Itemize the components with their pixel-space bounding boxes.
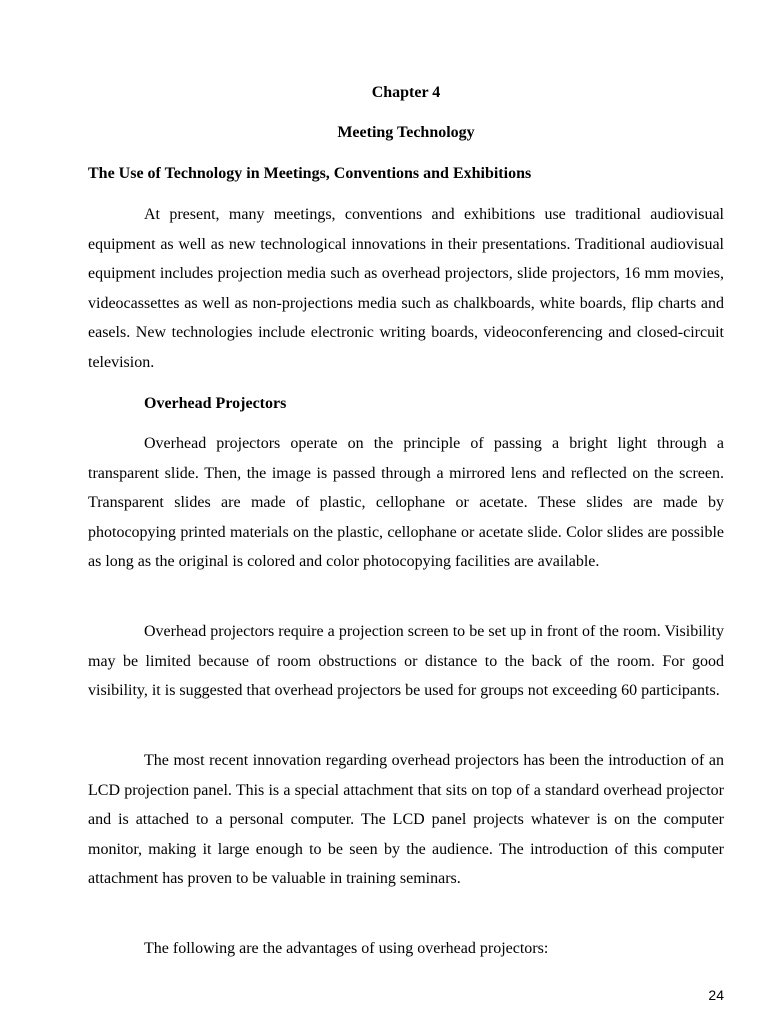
- paragraph-projection-screen: Overhead projectors require a projection screen to be set up in front of the room. Visibility may be limited because of room obstructions or distance to the back of the room. For good visibility, it is suggested that overhead projectors be used for groups not exceeding 60 participants.: [88, 623, 724, 700]
- chapter-title: Meeting Technology: [337, 124, 475, 141]
- page-number: 24: [708, 987, 724, 1003]
- chapter-label: Chapter 4: [371, 84, 441, 101]
- subheading-overhead-projectors: Overhead Projectors: [144, 395, 287, 412]
- paragraph-overhead-principle: Overhead projectors operate on the principle of passing a bright light through a transparent slide. Then, the image is passed through a mirrored lens and reflected on the screen. Transparent slides are made of plastic, cellophane or acetate. These slides are made by photocopying printed materials on the plastic, cellophane or acetate slide. Color slides are possible as long as the original is colored and color photocopying facilities are available.: [88, 435, 724, 571]
- section-heading: The Use of Technology in Meetings, Conventions and Exhibitions: [88, 165, 532, 182]
- paragraph-advantages-intro: The following are the advantages of using overhead projectors:: [144, 940, 549, 957]
- paragraph-lcd-panel: The most recent innovation regarding overhead projectors has been the introduction of an LCD projection panel. This is a special attachment that sits on top of a standard overhead projector and is attached to a personal computer. The LCD panel projects whatever is on the computer monitor, making it large enough to be seen by the audience. The introduction of this computer attachment has proven to be valuable in training seminars.: [88, 752, 724, 888]
- paragraph-intro: At present, many meetings, conventions and exhibitions use traditional audiovisual equipment as well as new technological innovations in their presentations. Traditional audiovisual equipment includes projection media such as overhead projectors, slide projectors, 16 mm movies, videocassettes as well as non-projections media such as chalkboards, white boards, flip charts and easels. New technologies include electronic writing boards, videoconferencing and closed-circuit television.: [88, 206, 724, 371]
